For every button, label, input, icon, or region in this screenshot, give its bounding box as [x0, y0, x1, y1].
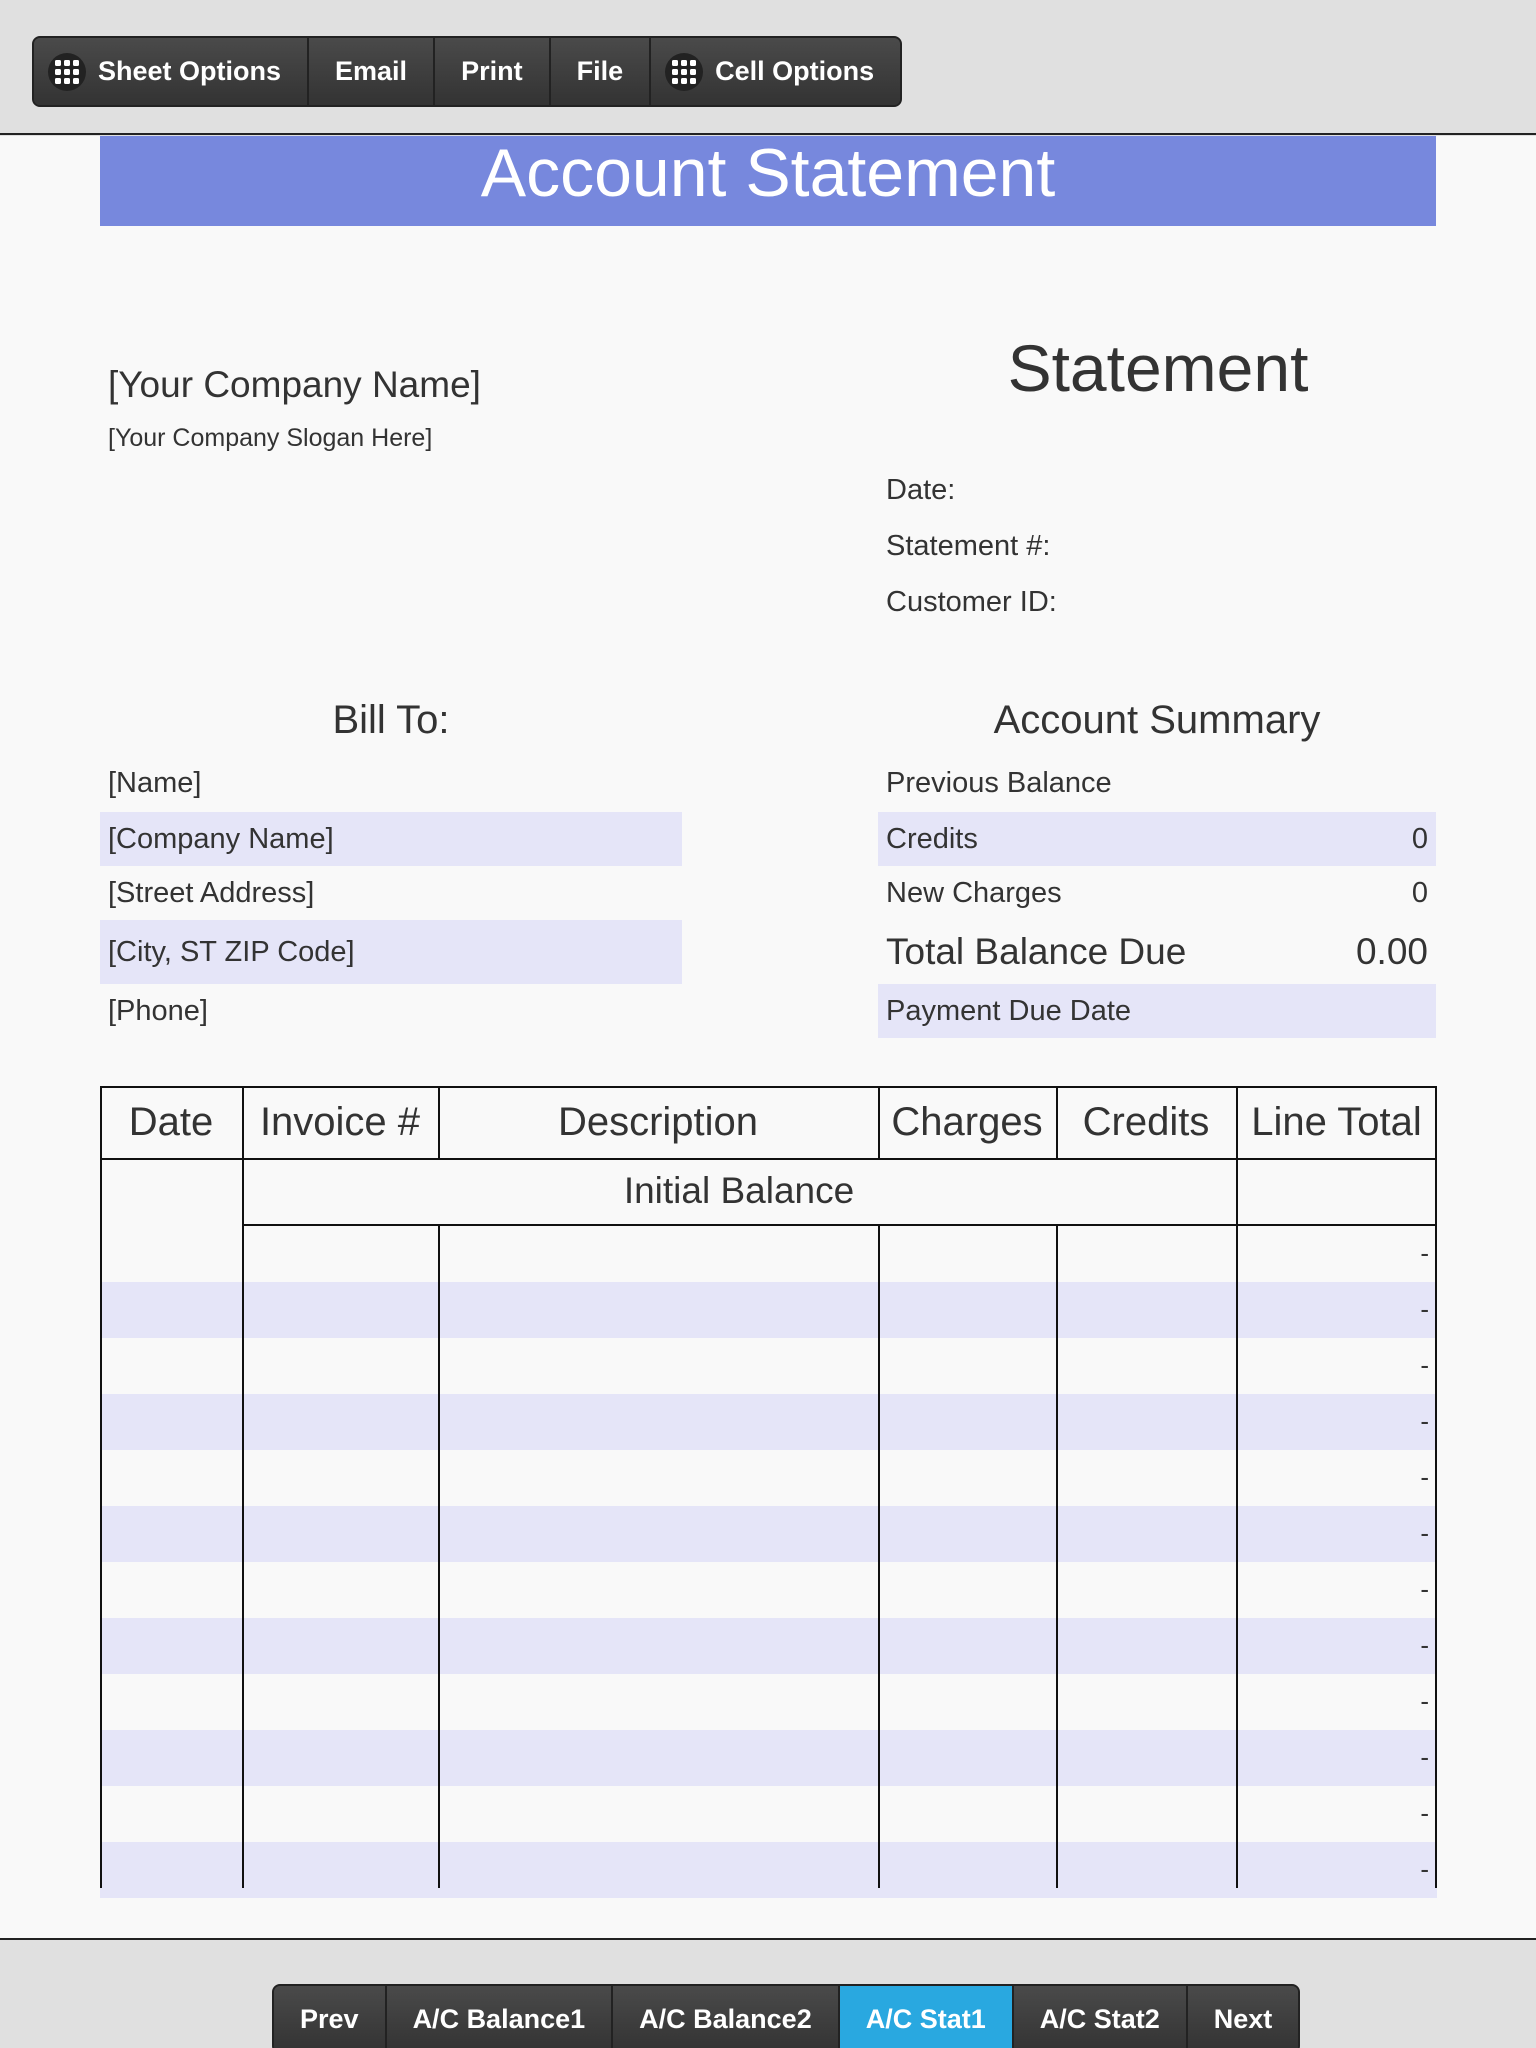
bill-to-phone-cell[interactable]: [100, 984, 682, 1038]
account-summary-heading[interactable]: Account Summary: [993, 698, 1321, 742]
bill-to-company-cell[interactable]: [100, 812, 682, 866]
line-total-cell[interactable]: -: [1420, 1854, 1429, 1884]
bill-to-heading[interactable]: Bill To:: [332, 698, 450, 742]
bill-to-name: [Name]: [108, 766, 202, 799]
company-slogan-cell[interactable]: [Your Company Slogan Here]: [108, 424, 433, 452]
grid-icon: [665, 53, 703, 91]
statement-table[interactable]: [100, 1086, 1437, 1888]
line-total-cell[interactable]: -: [1420, 1238, 1429, 1268]
next-button[interactable]: Next: [1188, 1986, 1299, 2048]
total-balance-label: Total Balance Due: [886, 931, 1187, 972]
sheet-title[interactable]: Account Statement: [100, 136, 1436, 226]
top-toolbar-area: [0, 0, 1536, 135]
credits-label: Credits: [886, 822, 978, 855]
table-border: [438, 1224, 440, 1888]
bottom-tab-bar: [0, 1938, 1536, 2048]
bill-to-city-cell[interactable]: [100, 920, 682, 984]
line-total-cell[interactable]: -: [1420, 1350, 1429, 1380]
line-total-cell[interactable]: -: [1420, 1406, 1429, 1436]
table-border: [242, 1224, 1437, 1226]
company-name-cell[interactable]: [Your Company Name]: [108, 364, 481, 405]
statement-heading[interactable]: Statement: [1007, 331, 1309, 405]
line-total-cell[interactable]: -: [1420, 1294, 1429, 1324]
tab-ac-stat1[interactable]: A/C Stat1: [840, 1986, 1014, 2048]
email-button[interactable]: Email: [309, 38, 435, 105]
prev-button[interactable]: Prev: [274, 1986, 387, 2048]
new-charges-row[interactable]: [878, 866, 1436, 920]
main-toolbar: [32, 36, 902, 107]
date-label[interactable]: Date:: [886, 474, 956, 506]
initial-balance-cell[interactable]: Initial Balance: [623, 1170, 855, 1211]
cell-options-button[interactable]: [651, 38, 900, 105]
total-balance-row[interactable]: [878, 920, 1436, 984]
print-button[interactable]: Print: [435, 38, 551, 105]
customer-id-label[interactable]: Customer ID:: [886, 586, 1057, 618]
bill-to-street-cell[interactable]: [100, 866, 682, 920]
total-balance-value: 0.00: [1355, 931, 1428, 972]
col-header-credits[interactable]: Credits: [1082, 1099, 1210, 1144]
table-border: [100, 1086, 102, 1888]
new-charges-label: New Charges: [886, 876, 1062, 909]
credits-row[interactable]: [878, 812, 1436, 866]
table-border: [878, 1224, 880, 1888]
bill-to-phone: [Phone]: [108, 994, 208, 1027]
bill-to-name-cell[interactable]: [100, 756, 682, 810]
tab-ac-stat2[interactable]: A/C Stat2: [1014, 1986, 1188, 2048]
table-border: [1056, 1224, 1058, 1888]
payment-due-row[interactable]: [878, 984, 1436, 1038]
sheet-options-button[interactable]: [34, 38, 309, 105]
sheet-options-label: Sheet Options: [98, 56, 282, 86]
table-border: [1056, 1086, 1058, 1158]
sheet-tabs: [272, 1984, 1300, 2048]
line-total-cell[interactable]: -: [1420, 1742, 1429, 1772]
credits-value: 0: [1411, 822, 1428, 855]
table-border: [242, 1086, 244, 1888]
line-total-cell[interactable]: -: [1420, 1574, 1429, 1604]
tab-ac-balance2[interactable]: A/C Balance2: [613, 1986, 840, 2048]
bill-to-company: [Company Name]: [108, 822, 334, 855]
col-header-description[interactable]: Description: [557, 1099, 759, 1144]
cell-options-label: Cell Options: [715, 56, 875, 86]
statement-number-label[interactable]: Statement #:: [886, 530, 1051, 562]
spreadsheet-sheet[interactable]: [0, 136, 1536, 1938]
table-border: [1236, 1086, 1238, 1888]
tab-ac-balance1[interactable]: A/C Balance1: [387, 1986, 614, 2048]
col-header-line-total[interactable]: Line Total: [1251, 1099, 1422, 1144]
previous-balance-row[interactable]: [878, 756, 1436, 810]
line-total-cell[interactable]: -: [1420, 1798, 1429, 1828]
col-header-charges[interactable]: Charges: [891, 1099, 1043, 1144]
col-header-invoice[interactable]: Invoice #: [259, 1099, 421, 1144]
table-border: [878, 1086, 880, 1158]
grid-icon: [48, 53, 86, 91]
line-total-cell[interactable]: -: [1420, 1630, 1429, 1660]
new-charges-value: 0: [1411, 876, 1428, 909]
payment-due-label: Payment Due Date: [886, 994, 1132, 1027]
line-total-cell[interactable]: -: [1420, 1462, 1429, 1492]
col-header-date[interactable]: Date: [128, 1099, 214, 1144]
bill-to-city: [City, ST ZIP Code]: [108, 935, 355, 968]
table-border: [438, 1086, 440, 1158]
line-total-cell[interactable]: -: [1420, 1518, 1429, 1548]
table-border: [1435, 1086, 1437, 1888]
file-button[interactable]: File: [551, 38, 652, 105]
line-total-cell[interactable]: -: [1420, 1686, 1429, 1716]
bill-to-street: [Street Address]: [108, 876, 315, 909]
previous-balance-label: Previous Balance: [886, 766, 1112, 799]
